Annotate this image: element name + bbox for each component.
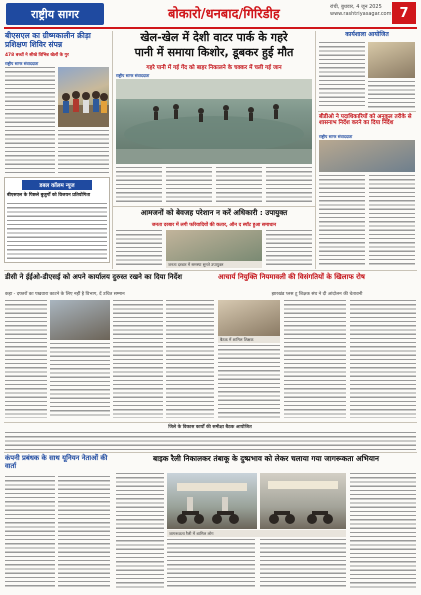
bottom-main-headline: बाइक रैली निकालकर तंबाकू के दुष्प्रभाव को लेकर चलाया गया जागरूकता अभियान xyxy=(152,454,380,463)
left-headline-2: बीएसएल के पिछले बुजुर्गों को विजयन प्रतियोगिता xyxy=(7,193,91,198)
lead-body-text-b xyxy=(166,167,212,203)
protest-caption: बैठक में शामिल शिक्षक xyxy=(218,336,280,343)
dc-body-text-d xyxy=(166,300,214,418)
left-body-text-c xyxy=(7,203,107,260)
dc-photo xyxy=(50,300,110,340)
section-rule-2 xyxy=(4,422,417,423)
left-subhead-1: 478 बच्चों ने सीखे विभिन्न खेलों के गुर xyxy=(5,53,69,58)
right-body-text-c xyxy=(319,175,365,265)
double-column-tag: डबल कॉलम न्यूज xyxy=(22,180,92,190)
group-photo-graphic xyxy=(58,67,109,127)
right-photo-1 xyxy=(368,42,415,78)
middle-headline: आमजनों को बेवजह परेशान न करें अधिकारी : उपायुक्त xyxy=(140,208,288,217)
date-text: रांची, बुधवार, 4 जून 2025 xyxy=(330,4,382,10)
lead-body-text-a xyxy=(116,167,162,203)
dc-body-text-c xyxy=(113,300,163,418)
protest-body-text-b xyxy=(284,300,346,418)
left-subhead-3: कहा - दफ्तरों का पखवारा काटने के लिए नहीं है विभाग, दें उचित सम्मान xyxy=(5,292,125,297)
left-dateline: राष्ट्रीय सागर संवाददाता xyxy=(5,61,39,66)
protest-headline: आचार्य नियुक्ति नियमावली की विसंगतियों के खिलाफ रोष xyxy=(218,273,365,281)
strip-body-text xyxy=(5,432,416,450)
right-column-divider xyxy=(315,31,316,269)
water-park-graphic xyxy=(116,79,312,164)
left-body-text-a xyxy=(5,67,55,173)
right-body-text-a xyxy=(319,42,365,108)
section-rule-3 xyxy=(4,452,417,453)
left-headline-1: बीएसएल का ग्रीष्मकालीन क्रीड़ा प्रशिक्षण शिविर संपन्न xyxy=(5,31,91,49)
lead-subhead: गहरे पानी में गई गेंद को बाहर निकालने के चक्कर में चली गई जान xyxy=(146,65,282,71)
lead-body-text-c xyxy=(216,167,262,203)
middle-subhead: जनता दरबार में लगी फरियादियों की कतार, ऑन द स्पॉट हुआ समाधान xyxy=(151,223,277,228)
right-headline-2: बीडीओ ने पदाधिकारियों को अनुकूल तरीके से शासनाभ निर्देश करने का दिया निर्देश xyxy=(319,114,412,127)
edition-title: बोकारो/धनबाद/गिरिडीह xyxy=(168,7,280,22)
section-rule-1 xyxy=(4,270,417,271)
protest-photo xyxy=(218,300,280,336)
lead-headline-line-2: पानी में समाया किशोर, डूबकर हुई मौत xyxy=(134,46,294,59)
masthead xyxy=(0,0,421,28)
bike-rally-photo-2 xyxy=(260,473,346,529)
protest-body-text-c xyxy=(350,300,416,418)
lead-headline-line-1: खेल-खेल में देशी वाटर पार्क के गहरे xyxy=(140,31,288,44)
middle-photo xyxy=(166,230,262,261)
middle-caption: जनता दरबार में समस्या सुनते उपायुक्त xyxy=(166,261,262,268)
bike-rally-caption: जागरूकता रैली में शामिल लोग xyxy=(167,530,346,537)
website-text: www.rashtriyasagar.com xyxy=(330,11,392,17)
lead-photo-water-park xyxy=(116,79,312,164)
dc-body-text-b xyxy=(50,343,110,418)
lead-body-text-d xyxy=(266,167,312,203)
left-body-text-b xyxy=(58,130,109,173)
right-dateline: राष्ट्रीय सागर संवाददाता xyxy=(319,134,353,139)
middle-rule xyxy=(113,206,315,207)
bike-rally-graphic-1 xyxy=(167,473,257,529)
bottom-left-headline: कंपनी प्रबंधक के साथ यूनियन नेताओं की वार्ता xyxy=(5,454,108,470)
right-photo-2 xyxy=(319,140,415,172)
bottom-main-body-a xyxy=(116,473,164,588)
page-number: 7 xyxy=(392,2,416,24)
right-body-text-d xyxy=(369,175,415,265)
right-body-text-b xyxy=(368,81,415,108)
bottom-left-body-b xyxy=(58,476,110,588)
left-headline-3: डीसी ने ईईओ-डीएसई को अपने कार्यालय दुरुस्त रखने का दिया निर्देश xyxy=(5,273,183,281)
bottom-main-body-d xyxy=(350,473,416,588)
bottom-main-body-c xyxy=(260,539,346,588)
protest-body-text-a xyxy=(218,345,280,418)
lead-dateline: राष्ट्रीय सागर संवाददाता xyxy=(116,73,150,78)
right-headline-1: कार्यशाला आयोजित xyxy=(345,31,389,38)
middle-body-text-a xyxy=(116,230,162,268)
column-divider xyxy=(112,31,113,269)
middle-body-text-b xyxy=(266,230,312,268)
bike-rally-photo-1 xyxy=(167,473,257,529)
date-line xyxy=(330,4,392,18)
bottom-left-body-a xyxy=(5,476,55,588)
left-photo-1 xyxy=(58,67,109,127)
right-rule-1 xyxy=(318,111,416,112)
strip-caption: जिले के विकास कार्यों की समीक्षा बैठक आयोजित xyxy=(168,425,252,430)
bike-rally-graphic-2 xyxy=(260,473,346,529)
brand-logo: राष्ट्रीय सागर xyxy=(6,3,104,25)
bottom-main-body-b xyxy=(167,539,255,588)
masthead-rule xyxy=(4,27,417,29)
protest-subhead: झारखंड प्लस टू शिक्षक संघ ने दी आंदोलन की चेतावनी xyxy=(271,292,363,297)
dc-body-text-a xyxy=(5,300,47,418)
